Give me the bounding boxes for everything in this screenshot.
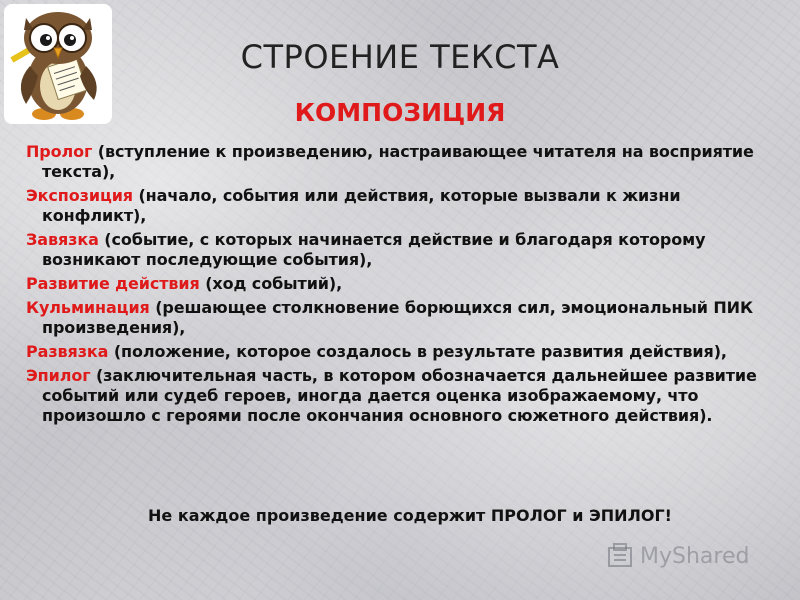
definition-prolog: (вступление к произведению, настраивающее читателя на восприятие текста),: [42, 142, 754, 181]
definition-denouement: (положение, которое создалось в результате развития действия),: [108, 342, 727, 361]
term-epilog: Эпилог: [26, 366, 91, 385]
definition-exposition: (начало, события или действия, которые вызвали к жизни конфликт),: [42, 186, 681, 225]
list-item-exposition: [26, 186, 766, 226]
slide-subtitle: КОМПОЗИЦИЯ: [294, 98, 506, 127]
footer-note: Не каждое произведение содержит ПРОЛОГ и ЭПИЛОГ!: [148, 506, 672, 525]
term-zavyazka: Завязка: [26, 230, 99, 249]
list-item-epilog: [26, 366, 766, 426]
term-prolog: Пролог: [26, 142, 93, 161]
watermark: [606, 538, 776, 574]
term-climax: Кульминация: [26, 298, 150, 317]
list-item-climax: [26, 298, 766, 338]
definition-zavyazka: (событие, с которых начинается действие и благодаря которому возникают последующие события),: [42, 230, 706, 269]
list-item-prolog: [26, 142, 766, 182]
list-item-denouement: [26, 342, 766, 362]
owl-illustration: [4, 4, 112, 124]
term-denouement: Развязка: [26, 342, 109, 361]
list-item-zavyazka: [26, 230, 766, 270]
definition-development: (ход событий),: [199, 274, 343, 293]
term-development: Развитие действия: [26, 274, 200, 293]
definition-epilog: (заключительная часть, в котором обозначается дальнейшее развитие событий или судеб героев, иногда дается оценка изображаемому, что произошло с героями после окончания основного сюжетного действия).: [42, 366, 757, 425]
watermark-text: MyShared: [640, 543, 750, 569]
slide-title: СТРОЕНИЕ ТЕКСТА: [240, 38, 560, 76]
myshared-logo-icon: [606, 541, 636, 571]
list-item-development: [26, 274, 766, 294]
owl-icon: [4, 4, 112, 124]
composition-list: [26, 142, 766, 430]
definition-climax: (решающее столкновение борющихся сил, эмоциональный ПИК произведения),: [42, 298, 753, 337]
term-exposition: Экспозиция: [26, 186, 133, 205]
